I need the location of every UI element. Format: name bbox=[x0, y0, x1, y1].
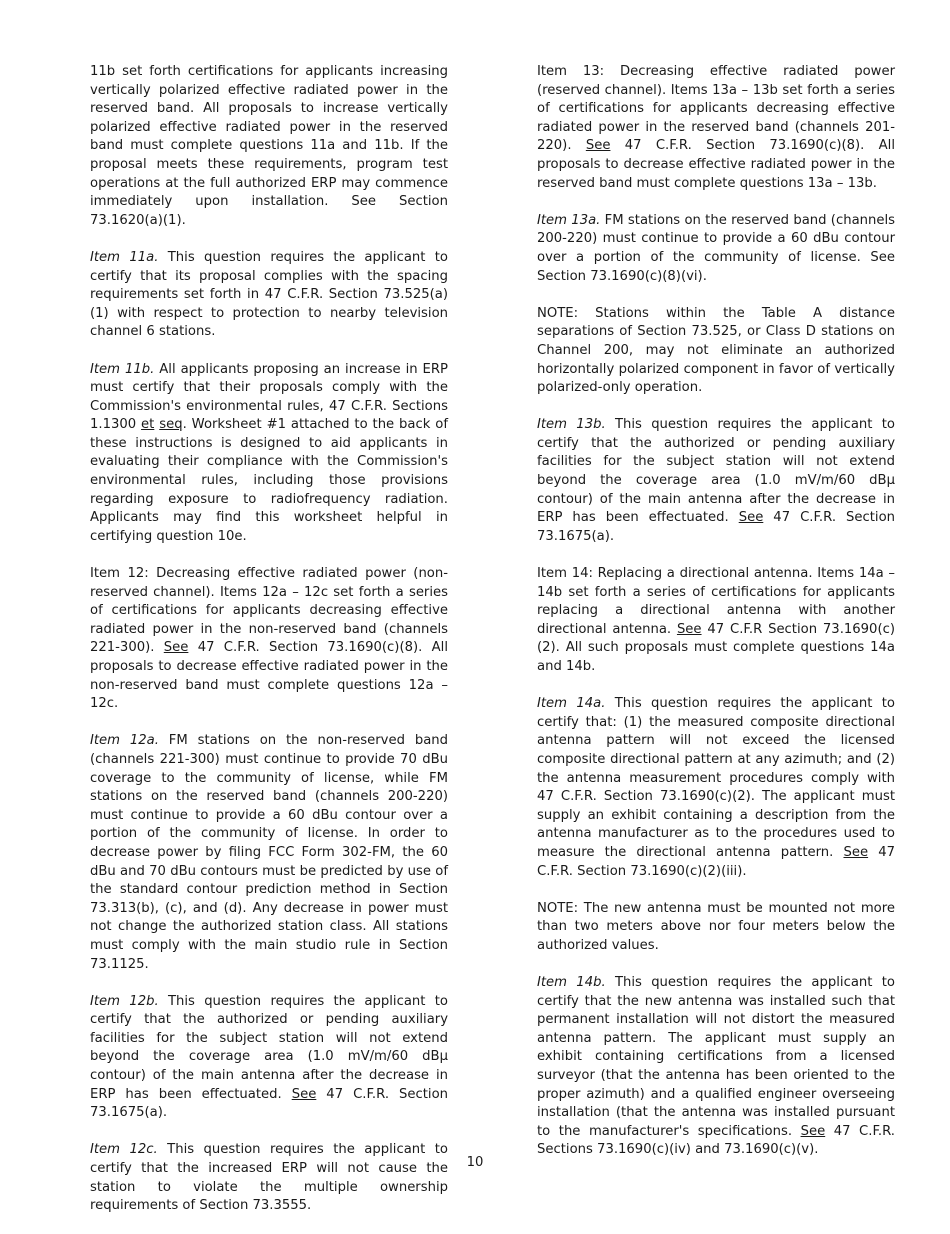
item-12a-lead: Item 12a. bbox=[90, 733, 159, 749]
paragraph-item-12a: Item 12a. FM stations on the non-reserved band (channels 221-300) must continue to provide 70 dBu coverage to the community of license, while FM stations on the reserved band (channels 200-220) must continue to provide a 60 dBu contour over a portion of the community of license. In order to decrease power by filing FCC Form 302-FM, the 60 dBu and 70 dBu contours must be predicted by use of the standard contour prediction method in Section 73.313(b), (c), and (d). Any decrease in power must not change the authorized station class. All stations must comply with the main studio rule in Section 73.1125. bbox=[90, 733, 449, 972]
item-13b-lead: Item 13b. bbox=[537, 417, 606, 433]
paragraph-item-13a: Item 13a. FM stations on the reserved band (channels 200-220) must continue to provide a 60 dBu contour over a portion of the community of license. See Section 73.1690(c)(8)(vi). bbox=[537, 212, 896, 284]
item-14b-lead: Item 14b. bbox=[537, 975, 606, 991]
paragraph-note-2: NOTE: The new antenna must be mounted not more than two meters above nor four meters below the authorized values. bbox=[537, 900, 895, 953]
paragraph-item-11b: Item 11b. All applicants proposing an increase in ERP must certify that their proposals comply with the Commission's environmental rules, 47 C.F.R. Sections 1.1300 et seq. Worksheet #1 attached to the back of these instructions is designed to aid applicants in evaluating their compliance with the Commission's environmental rules, including those provisions regarding exposure to radiofrequency radiation. Applicants may find this worksheet helpful in certifying question 10e. bbox=[90, 361, 449, 544]
paragraph-item-14a: Item 14a. This question requires the applicant to certify that: (1) the measured composite directional antenna pattern will not exceed the licensed composite directional pattern at any azimuth; and (2) the antenna measurement procedures comply with 47 C.F.R. Section 73.1690(c)(2). The applicant must supply an exhibit containing a description from the antenna manufacturer as to the procedures used to measure the directional antenna pattern. See 47 C.F.R. Section 73.1690(c)(2)(iii). bbox=[537, 696, 895, 879]
paragraph-item-12c: Item 12c. This question requires the applicant to certify that the increased ERP will not cause the station to violate the multiple ownership requirements of Section 73.3555. bbox=[90, 1142, 448, 1214]
item-14a-lead: Item 14a. bbox=[537, 696, 606, 712]
paragraph-item-13: Item 13: Decreasing effective radiated power (reserved channel). Items 13a – 13b set forth a series of certifications for applicants decreasing effective radiated power in the reserved band (channels 201-220). See 47 C.F.R. Section 73.1690(c)(8). All proposals to decrease effective radiated power in the reserved band must complete questions 13a – 13b. bbox=[537, 64, 895, 191]
paragraph-item-11a: Item 11a. This question requires the applicant to certify that its proposal complies with the spacing requirements set forth in 47 C.F.R. Section 73.525(a)(1) with respect to protection to nearby television channel 6 stations. bbox=[90, 249, 448, 340]
item-11a-lead: Item 11a. bbox=[90, 249, 159, 265]
left-column bbox=[90, 63, 448, 1234]
item-13a-lead: Item 13a. bbox=[537, 212, 601, 228]
paragraph-item-12: Item 12: Decreasing effective radiated power (non-reserved channel). Items 12a – 12c set forth a series of certifications for applicants decreasing effective radiated power in the non-reserved band (channels 221-300). See 47 C.F.R. Section 73.1690(c)(8). All proposals to decrease effective radiated power in the non-reserved band must complete questions 12a – 12c. bbox=[90, 566, 448, 712]
paragraph-item-13b: Item 13b. This question requires the applicant to certify that the authorized or pending auxiliary facilities for the subject station will not extend beyond the coverage area (1.0 mV/m/60 dBμ contour) of the main antenna after the decrease in ERP has been effectuated. See 47 C.F.R. Section 73.1675(a). bbox=[537, 417, 895, 544]
item-11b-lead: Item 11b. bbox=[90, 361, 155, 377]
page-number: 10 bbox=[466, 1155, 484, 1170]
item-12c-lead: Item 12c. bbox=[90, 1142, 158, 1158]
paragraph-item-14: Item 14: Replacing a directional antenna. Items 14a – 14b set forth a series of certifications for applicants replacing a directional antenna with another directional antenna. See 47 C.F.R Section 73.1690(c)(2). All such proposals must complete questions 14a and 14b. bbox=[537, 566, 895, 674]
item-12b-lead: Item 12b. bbox=[90, 993, 159, 1009]
right-column bbox=[537, 63, 895, 1179]
paragraph-note-1: NOTE: Stations within the Table A distance separations of Section 73.525, or Class D stations on Channel 200, may not eliminate an authorized horizontally polarized component in favor of vertically polarized-only operation. bbox=[537, 305, 895, 396]
paragraph-11b-intro: 11b set forth certifications for applicants increasing vertically polarized effective radiated power in the reserved band. All proposals to increase vertically polarized effective radiated power in the reserved band must complete questions 11a and 11b. If the proposal meets these requirements, program test operations at the full authorized ERP may commence immediately upon installation. See Section 73.1620(a)(1). bbox=[90, 64, 448, 228]
paragraph-item-14b: Item 14b. This question requires the applicant to certify that the new antenna was installed such that permanent installation will not distort the measured antenna pattern. The applicant must supply an exhibit containing certifications from a licensed surveyor (that the antenna has been oriented to the proper azimuth) and a qualified engineer overseeing installation (that the antenna was installed pursuant to the manufacturer's specifications. See 47 C.F.R. Sections 73.1690(c)(iv) and 73.1690(c)(v). bbox=[537, 975, 895, 1158]
paragraph-item-12b: Item 12b. This question requires the applicant to certify that the authorized or pending auxiliary facilities for the subject station will not extend beyond the coverage area (1.0 mV/m/60 dBμ contour) of the main antenna after the decrease in ERP has been effectuated. See 47 C.F.R. Section 73.1675(a). bbox=[90, 993, 448, 1121]
